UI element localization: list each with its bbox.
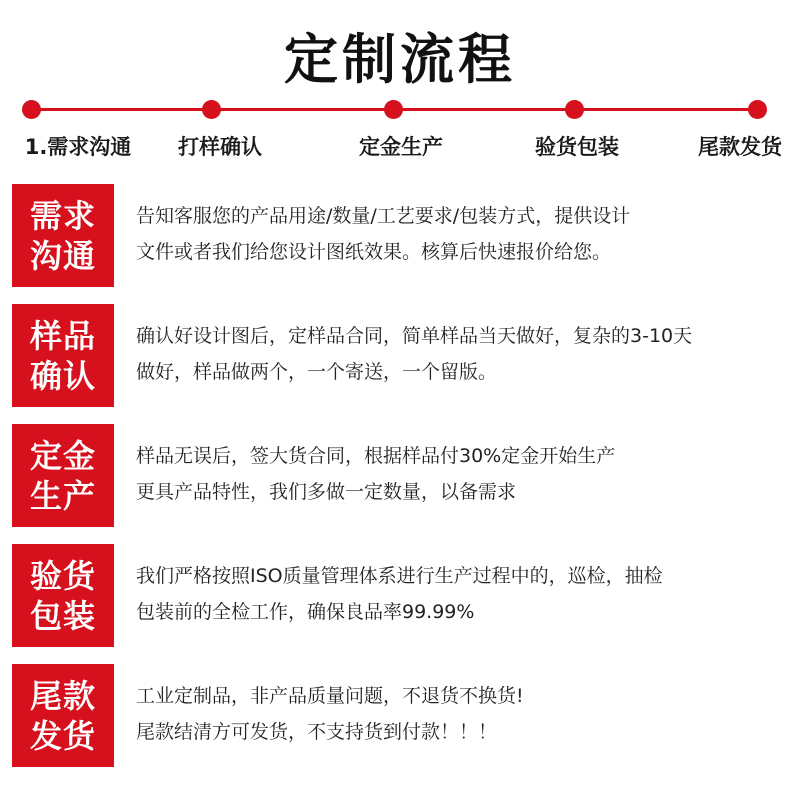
step-description xyxy=(136,678,776,750)
step-badge xyxy=(12,184,114,287)
step-label-2: 打样确认 xyxy=(178,135,262,159)
badge-line: 样品 xyxy=(29,316,96,355)
page-title: 定制流程 xyxy=(284,28,516,91)
description-line: 样品无误后，签大货合同，根据样品付30%定金开始生产 xyxy=(136,445,616,467)
badge-line: 需求 xyxy=(29,196,96,235)
step-badge xyxy=(12,544,114,647)
description-line: 尾款结清方可发货，不支持货到付款！！！ xyxy=(136,721,498,743)
step-badge xyxy=(12,304,114,407)
step-description xyxy=(136,438,776,510)
step-badge xyxy=(12,424,114,527)
step-description xyxy=(136,558,776,630)
step-badge xyxy=(12,664,114,767)
description-line: 做好，样品做两个，一个寄送，一个留版。 xyxy=(136,361,498,383)
badge-line: 发货 xyxy=(29,716,96,755)
badge-line: 验货 xyxy=(29,556,96,595)
timeline-dot xyxy=(384,100,403,119)
step-description xyxy=(136,318,776,390)
timeline-dot xyxy=(202,100,221,119)
process-timeline xyxy=(0,95,800,165)
badge-line: 沟通 xyxy=(29,236,96,275)
process-row-requirement xyxy=(12,184,788,287)
description-line: 告知客服您的产品用途/数量/工艺要求/包装方式，提供设计 xyxy=(136,205,631,227)
process-row-deposit xyxy=(12,424,788,527)
badge-line: 定金 xyxy=(29,436,96,475)
process-row-sample xyxy=(12,304,788,407)
badge-line: 确认 xyxy=(29,356,96,395)
description-line: 文件或者我们给您设计图纸效果。核算后快速报价给您。 xyxy=(136,241,612,263)
timeline-dot xyxy=(22,100,41,119)
process-row-final-payment xyxy=(12,664,788,767)
step-label-1: 1.需求沟通 xyxy=(24,135,132,159)
step-label-3: 定金生产 xyxy=(359,135,443,159)
description-line: 我们严格按照ISO质量管理体系进行生产过程中的，巡检，抽检 xyxy=(136,565,663,587)
description-line: 确认好设计图后，定样品合同，简单样品当天做好，复杂的3-10天 xyxy=(136,325,693,347)
description-line: 更具产品特性，我们多做一定数量，以备需求 xyxy=(136,481,517,503)
description-line: 工业定制品，非产品质量问题，不退货不换货! xyxy=(136,685,524,707)
badge-line: 尾款 xyxy=(29,676,96,715)
process-row-inspection xyxy=(12,544,788,647)
step-label-4: 验货包装 xyxy=(535,135,619,159)
timeline-dot xyxy=(565,100,584,119)
badge-line: 生产 xyxy=(29,476,96,515)
description-line: 包装前的全检工作，确保良品率99.99% xyxy=(136,601,475,623)
step-description xyxy=(136,198,776,270)
badge-line: 包装 xyxy=(29,596,96,635)
step-label-5: 尾款发货 xyxy=(698,135,782,159)
timeline-dot xyxy=(748,100,767,119)
